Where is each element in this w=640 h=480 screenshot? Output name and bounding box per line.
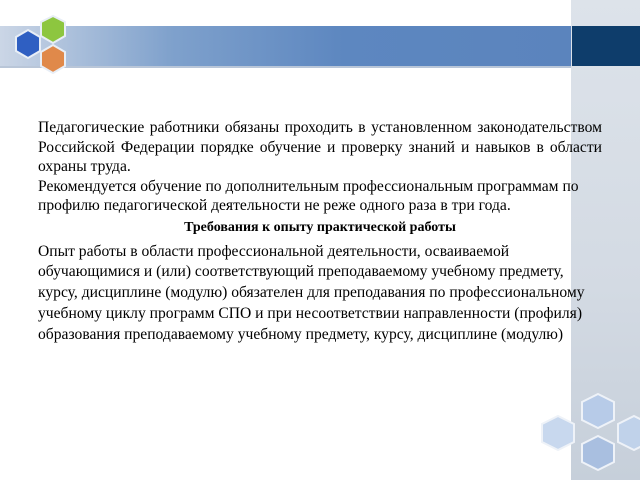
slide-body xyxy=(38,118,602,345)
header-divider xyxy=(0,66,571,68)
hexagon-pattern-icon xyxy=(530,388,640,480)
hexagon-green-icon xyxy=(41,16,65,43)
paragraph-labor-safety: Педагогические работники обязаны проходить в установленном законодательством Российской Федерации порядке обучение и проверку знаний и навыков в области охраны труда. xyxy=(38,119,602,175)
paragraph-training-recommendation: Рекомендуется обучение по дополнительным профессиональным программам по профилю педагогической деятельности не реже одного раза в три года. xyxy=(38,177,579,214)
header-accent-block xyxy=(572,26,640,66)
hexagon-blue-icon xyxy=(16,30,40,58)
paragraph-experience-requirements: Опыт работы в области профессиональной деятельности, осваиваемой обучающимися и (или) соответствующий преподаваемому учебному предмету, курсу, дисциплине (модулю) обязателен для преподавания по профессиональному учебному циклу программ СПО и при несоответствии направленности (профиля) образования преподаваемому учебному предмету, курсу, дисциплине (модулю) xyxy=(38,242,585,343)
hexagon-orange-icon xyxy=(41,45,65,73)
hexagon-cluster-icon xyxy=(4,14,74,80)
header-bar xyxy=(0,26,571,66)
section-heading: Требования к опыту практической работы xyxy=(184,219,456,235)
